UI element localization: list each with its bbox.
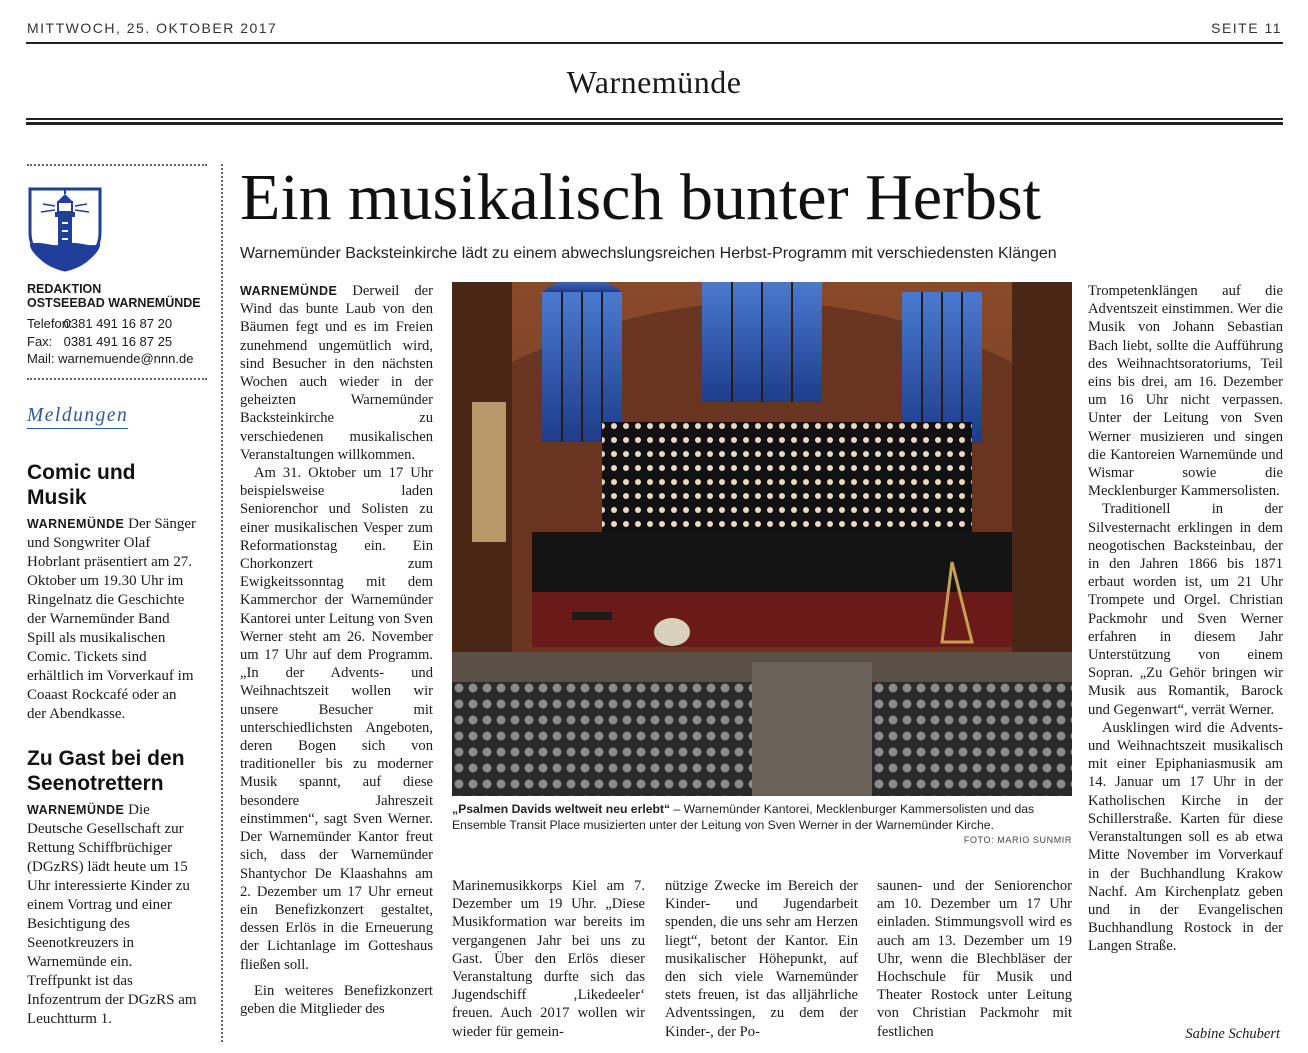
article-subheadline: Warnemünder Backsteinkirche lädt zu einem abwechslungsreichen Herbst-Programm mit verschiedensten Klängen [240, 245, 1057, 262]
article-paragraph: Marinemusikkorps Kiel am 7. Dezember um 19 Uhr. „Diese Musikformation war bereits im vergangenen Jahr bei uns zu Gast. Über den Erlös dieser Veranstaltung durfte sich das Jugendschiff ‚Likedeeler‘ freuen. Auch 2017 wollen wir wieder für gemein- [452, 878, 645, 1040]
section-rule-2 [26, 122, 1283, 125]
news-text-seenotretter: WARNEMÜNDE Die Deutsche Gesellschaft zur Rettung Schiffbrüchiger (DGzRS) lädt heute um 15 Uhr interessierte Kinder zu einem Vortrag und einer Besichtigung des Seenotkreuzers in Warnemünde ein. Treffpunkt ist das Infozentrum der DGzRS am Leuchtturm 1. [27, 802, 197, 1027]
article-paragraph: saunen- und der Seniorenchor am 10. Dezember um 17 Uhr einladen. Stimmungsvoll wird es auch am 13. Dezember um 19 Uhr, wenn die Blechbläser der Hochschule für Musik und Theater Rostock unter Leitung von Christian Packmohr mit festlichen [877, 878, 1072, 1040]
contact-phone: Telefon: 0381 491 16 87 20 [27, 316, 173, 331]
article-column-2 [452, 877, 645, 1041]
article-author: Sabine Schubert [1185, 1026, 1280, 1042]
article-paragraph: Ein weiteres Benefizkonzert geben die Mitglieder des [240, 982, 433, 1017]
news-item-comic [27, 460, 199, 724]
section-rule-1 [26, 118, 1283, 120]
article-paragraph: Am 31. Oktober um 17 Uhr beispielsweise laden Seniorenchor und Solisten zu einer musikalischen Vesper zum Reformationstag ein. Ein Chorkonzert zum Ewigkeitssonntag mit dem Kammerchor der Warnemünder Kantorei unter Leitung von Sven Werner steht am 26. November um 17 Uhr auf dem Programm. „In der Advents- und Weihnachtszeit wollen wir unsere Besucher mit unterschiedlichsten Angeboten, deren Bogen sich von traditioneller bis zu moderner Musik spannt, auf diese besondere Jahreszeit einstimmen“, sagt Sven Werner. Der Warnemünder Kantor freut sich, dass der Warnemünder Shantychor De Klaashahns am 2. Dezember um 17 Uhr erneut ein Benefizkonzert gestaltet, dessen Erlös in die Erneuerung der Lichtanlage im Gotteshaus fließen soll. [240, 465, 433, 973]
article-paragraph: Ausklingen wird die Advents- und Weihnachtszeit musikalisch mit einer Epiphaniasmusik am 14. Januar um 17 Uhr in der Katholischen Kirche in der Schillerstraße. Karten für diese Veranstaltungen soll es ab etwa Mitte November im Vorverkauf in der Buchhandlung Krakow Nachf. Am Kirchenplatz geben und in der Evangelischen Buchhandlung Rostock in der Langen Straße. [1088, 719, 1283, 955]
news-item-seenotretter [27, 746, 199, 1029]
lighthouse-coat-of-arms-icon [27, 186, 103, 272]
concert-photo [452, 282, 1072, 796]
redaktion-title: REDAKTION [27, 282, 102, 296]
article-paragraph: Traditionell in der Silvesternacht erklingen in dem neogotischen Backsteinbau, der in den Jahren 1866 bis 1871 erbaut worden ist, um 21 Uhr Trompete und Orgel. Christian Packmohr und Sven Werner erfahren in diesem Jahr Unterstützung von einem Sopran. „Zu Gehör bringen wir Musik aus Romantik, Barock und Gegenwart“, verrät Werner. [1088, 501, 1283, 718]
article-headline: Ein musikalisch bunter Herbst [240, 161, 1042, 234]
redaktion-subtitle: OSTSEEBAD WARNEMÜNDE [27, 296, 201, 310]
news-text-comic: WARNEMÜNDE Der Sänger und Songwriter Olaf Hobrlant präsentiert am 27. Oktober um 19.30 Uhr im Ringelnatz die Geschichte der Warnemünder Band Spill als musikalischen Comic. Tickets sind erhältlich im Vorverkauf im Coaast Rockcafé oder an der Abendkasse. [27, 516, 196, 722]
top-rule [26, 42, 1283, 44]
article-lead-paragraph: WARNEMÜNDE Derweil der Wind das bunte Laub von den Bäumen fegt und es im Freien zunehmend ungemütlich wird, sind Besucher in den nächsten Wochen auch wieder in der geheizten Warnemünder Backsteinkirche zu verschiedenen musikalischen Veranstaltungen willkommen. [240, 283, 433, 463]
news-headline-seenotretter: Zu Gast bei den Seenotrettern [27, 747, 185, 795]
article-paragraph: Trompetenklängen auf die Adventszeit einstimmen. Wer die Musik von Johann Sebastian Bach liebt, sollte die Aufführung des Weihnachtsoratoriums, Teil eins bis drei, am 16. Dezember um 16 Uhr nicht verpassen. Unter der Leitung von Sven Werner musizieren und singen die Kantoreien Warnemünde und Wismar sowie die Mecklenburger Kammersolisten. [1088, 283, 1283, 500]
page-number: SEITE 11 [1211, 20, 1282, 36]
sidebar-divider [221, 164, 223, 1042]
photo-credit: FOTO: MARIO SUNMIR [963, 835, 1072, 845]
article-column-5 [1088, 282, 1283, 956]
meldungen-label: Meldungen [27, 404, 128, 429]
sidebar-dotted-rule-top [27, 164, 207, 166]
article-column-1 [240, 282, 433, 1018]
contact-fax: Fax: 0381 491 16 87 25 [27, 333, 173, 349]
sidebar-dotted-rule-2 [27, 378, 207, 380]
issue-date: MITTWOCH, 25. OKTOBER 2017 [27, 20, 278, 36]
photo-caption: „Psalmen Davids weltweit neu erlebt“ – Warnemünder Kantorei, Mecklenburger Kammersolisten und das Ensemble Transit Place musizierten unter der Leitung von Sven Werner in der Warnemünder Kirche. [452, 802, 1035, 832]
section-title: Warnemünde [566, 64, 742, 100]
contact-block [27, 315, 212, 368]
article-column-3 [665, 877, 858, 1041]
article-column-4 [877, 877, 1072, 1041]
news-headline-comic: Comic und Musik [27, 461, 136, 509]
article-paragraph: nützige Zwecke im Bereich der Kinder- und Jugendarbeit spenden, die uns sehr am Herzen liegt“, betont der Kantor. Ein musikalischer Höhepunkt, auf den sich viele Warnemünder stets freuen, ist das alljährliche Adventssingen, zu dem der Kinder-, der Po- [665, 878, 858, 1040]
contact-mail[interactable]: Mail: warnemuende@nnn.de [27, 351, 194, 366]
